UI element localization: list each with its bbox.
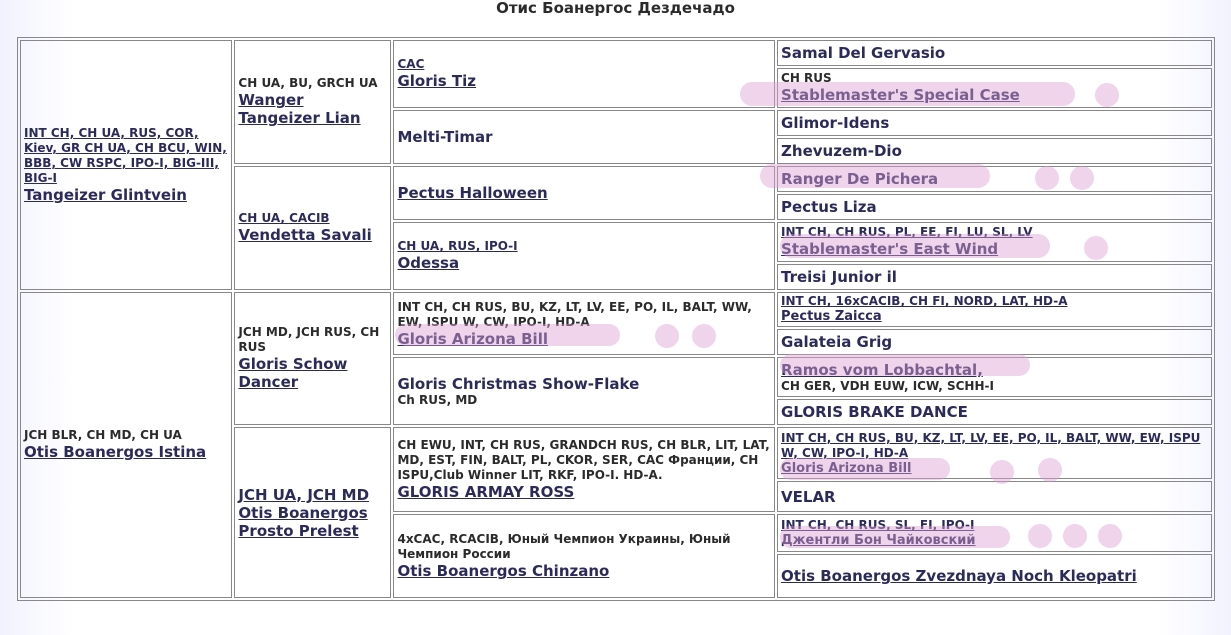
dssd-name: Galateia Grig <box>781 333 893 352</box>
ddd-cell <box>393 514 775 598</box>
sire-sire-titles: CH UA, BU, GRCH UA <box>238 76 378 91</box>
ddsd-cell <box>777 481 1212 512</box>
sdd-titles: CH UA, RUS, IPO-I <box>397 239 518 254</box>
sssd-name-link[interactable]: Stablemaster's Special Case <box>781 86 1020 105</box>
sdd-cell <box>393 222 775 290</box>
sire-dam-titles: CH UA, CACIB <box>238 211 330 226</box>
ssss-cell <box>777 40 1212 66</box>
dam-sire-name-link[interactable]: Gloris Schow Dancer <box>238 355 348 392</box>
dds-name-link[interactable]: GLORIS ARMAY ROSS <box>397 483 575 502</box>
dsss-name-link[interactable]: Pectus Zaicca <box>781 309 882 325</box>
dam-sire-titles: JCH MD, JCH RUS, CH RUS <box>238 325 380 355</box>
ddds-name-link[interactable]: Джентли Бон Чайковский <box>781 533 976 549</box>
sss-cell <box>393 40 775 108</box>
ddsd-name: VELAR <box>781 487 836 506</box>
sdds-name-link[interactable]: Stablemaster's East Wind <box>781 240 999 259</box>
sds-name-link[interactable]: Pectus Halloween <box>397 183 548 202</box>
dam-dam-cell <box>234 427 391 598</box>
dsdd-cell <box>777 399 1212 425</box>
sdds-cell <box>777 222 1212 262</box>
dsd-titles: Ch RUS, MD <box>397 392 478 407</box>
dsds-titles: CH GER, VDH EUW, ICW, SCHH-I <box>781 378 994 393</box>
dddd-cell <box>777 554 1212 598</box>
sddd-name: Treisi Junior il <box>781 267 897 286</box>
sire-sire-name-link[interactable]: Wanger Tangeizer Lian <box>238 91 361 128</box>
sss-titles: CAC <box>397 57 425 72</box>
ssdd-cell <box>777 138 1212 164</box>
dsd-cell <box>393 357 775 425</box>
sddd-cell <box>777 264 1212 290</box>
sire-dam-cell <box>234 166 391 290</box>
page-title: Отис Боанергос Дездечадо <box>496 0 735 17</box>
dssd-cell <box>777 329 1212 355</box>
sds-cell <box>393 166 775 220</box>
sdd-name-link[interactable]: Odessa <box>397 254 460 273</box>
dds-titles: CH EWU, INT, CH RUS, GRANDCH RUS, CH BLR, LIT, LAT, MD, EST, FIN, BALT, PL, CKOR, SER, CAC Франции, CH ISPU,Club Winner LIT, RKF, IPO-I. HD-A. <box>397 438 770 483</box>
sdss-name: Ranger De Pichera <box>781 169 939 188</box>
dss-cell <box>393 292 775 356</box>
ddss-titles: INT CH, CH RUS, BU, KZ, LT, LV, EE, PO, IL, BALT, WW, EW, ISPU W, CW, IPO-I, HD-A <box>781 430 1201 460</box>
ddss-cell <box>777 427 1212 479</box>
sire-titles: INT CH, CH UA, RUS, COR, Kiev, GR CH UA, CH BCU, WIN, BBB, CW RSPC, IPO-I, BIG-III, BIG-I <box>24 125 227 185</box>
ssds-cell <box>777 110 1212 136</box>
dss-name-link[interactable]: Gloris Arizona Bill <box>397 329 548 348</box>
sire-sire-cell <box>234 40 391 164</box>
ssds-name: Glimor-Idens <box>781 113 890 132</box>
ssss-name: Samal Del Gervasio <box>781 44 946 63</box>
dddd-name-link[interactable]: Otis Boanergos Zvezdnaya Noch Kleopatri <box>781 567 1137 586</box>
dam-titles: JCH BLR, CH MD, CH UA <box>24 428 182 443</box>
dam-name-link[interactable]: Otis Boanergos Istina <box>24 443 207 462</box>
dsdd-name: GLORIS BRAKE DANCE <box>781 402 968 421</box>
dss-titles: INT CH, CH RUS, BU, KZ, LT, LV, EE, PO, IL, BALT, WW, EW, ISPU W, CW, IPO-I, HD-A <box>397 299 752 329</box>
dsds-name-link[interactable]: Ramos vom Lobbachtal, <box>781 360 983 379</box>
sss-name-link[interactable]: Gloris Tiz <box>397 72 477 91</box>
ddss-name-link[interactable]: Gloris Arizona Bill <box>781 460 912 476</box>
ddds-cell <box>777 514 1212 552</box>
ssd-cell <box>393 110 775 164</box>
dds-cell <box>393 427 775 512</box>
dsd-name: Gloris Christmas Show-Flake <box>397 374 640 393</box>
ssd-name: Melti-Timar <box>397 127 493 146</box>
sdsd-cell <box>777 194 1212 220</box>
sire-name-link[interactable]: Tangeizer Glintvein <box>24 185 187 204</box>
dsss-cell <box>777 292 1212 327</box>
ddds-titles: INT CH, CH RUS, SL, FI, IPO-I <box>781 518 975 533</box>
dam-dam-name-link[interactable]: Otis Boanergos Prosto Prelest <box>238 503 368 540</box>
ddd-titles: 4xCAC, RCACIB, Юный Чемпион Украины, Юный Чемпион России <box>397 532 731 562</box>
sdds-titles: INT CH, CH RUS, PL, EE, FI, LU, SL, LV <box>781 225 1033 240</box>
pedigree-table <box>17 37 1215 601</box>
sdsd-name: Pectus Liza <box>781 197 877 216</box>
ssdd-name: Zhevuzem-Dio <box>781 141 902 160</box>
sssd-cell <box>777 68 1212 108</box>
sire-cell <box>20 40 232 290</box>
dsss-titles: INT CH, 16xCACIB, CH FI, NORD, LAT, HD-A <box>781 294 1068 309</box>
dam-dam-titles: JCH UA, JCH MD <box>238 485 370 504</box>
dam-sire-cell <box>234 292 391 425</box>
dsds-cell <box>777 357 1212 397</box>
sire-dam-name-link[interactable]: Vendetta Savali <box>238 226 372 245</box>
sssd-titles: CH RUS <box>781 71 832 86</box>
dam-cell <box>20 292 232 598</box>
ddd-name-link[interactable]: Otis Boanergos Chinzano <box>397 562 610 581</box>
sdss-cell <box>777 166 1212 192</box>
